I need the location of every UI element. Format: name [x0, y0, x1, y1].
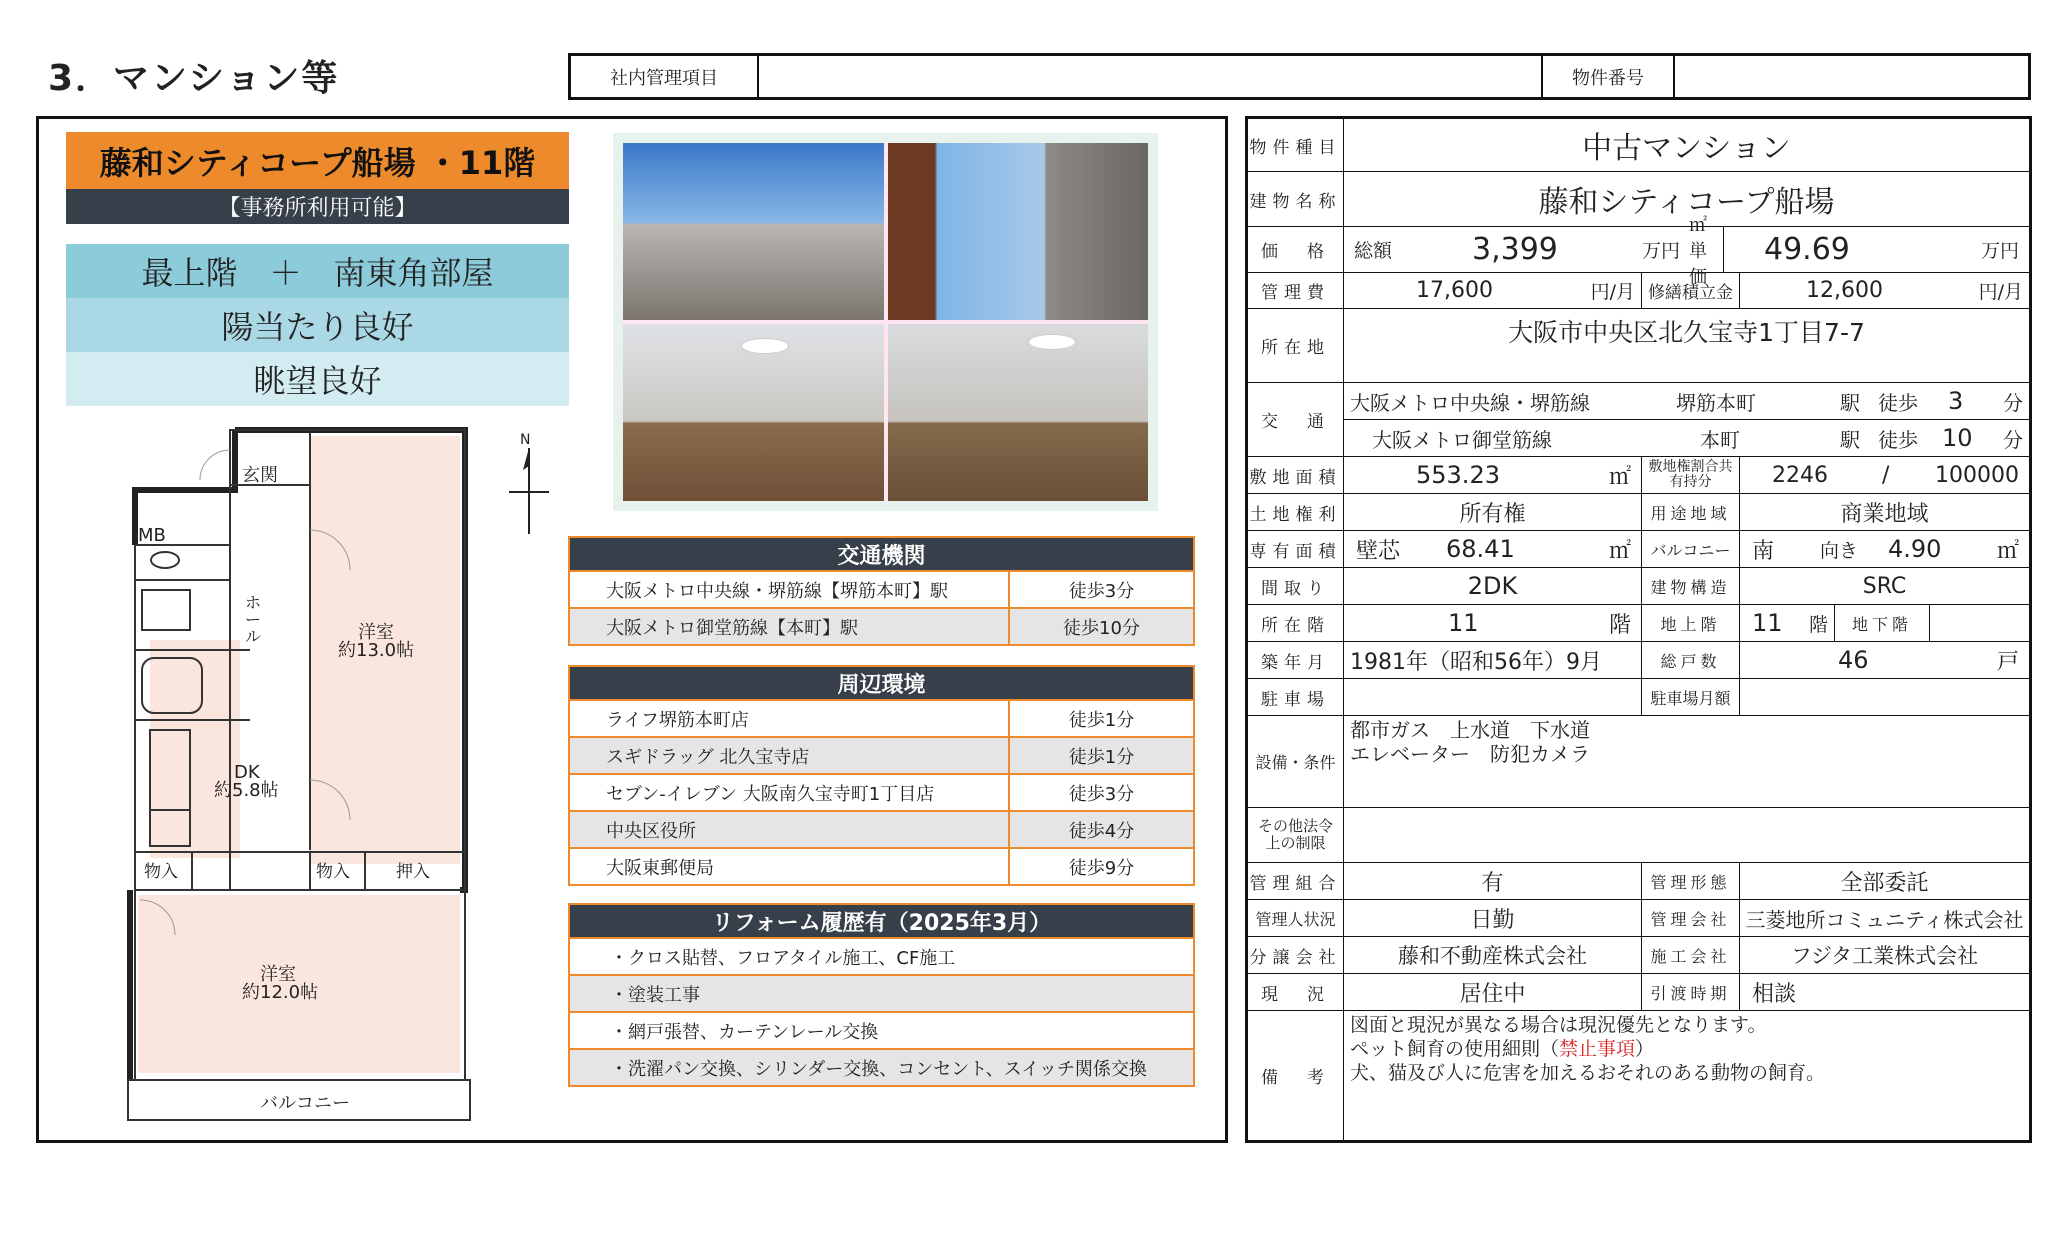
seller-label: 分譲会社 [1248, 937, 1344, 974]
price-total-cell [1344, 214, 1724, 288]
address-value: 大阪市中央区北久宝寺1丁目7-7 [1344, 309, 2029, 383]
walk-2: 10 [1942, 424, 1973, 452]
photo-collage [613, 133, 1158, 511]
property-no-label: 物件番号 [1543, 56, 1675, 97]
walk-1: 3 [1948, 387, 1964, 415]
facilities-cell [1344, 716, 2029, 808]
parking-label: 駐車場 [1248, 679, 1344, 716]
facing-word: 向き [1820, 539, 1859, 562]
listing-title: 藤和シティコープ船場 ・11階 [66, 132, 569, 189]
table-row [568, 849, 1195, 886]
above-cell [1740, 605, 1835, 642]
mgmt-form: 全部委託 [1740, 863, 2029, 900]
units-unit: 戸 [1996, 649, 2019, 675]
min-word: 分 [2003, 390, 2023, 415]
floor-cell [1344, 605, 1642, 642]
price-label: 価 格 [1248, 227, 1344, 273]
wall-label: 壁芯 [1356, 538, 1401, 564]
status: 居住中 [1344, 974, 1642, 1011]
floor: 11 [1448, 609, 1479, 637]
share-num: 2246 [1772, 462, 1828, 488]
address-label: 所在地 [1248, 309, 1344, 383]
manager: 日勤 [1344, 900, 1642, 937]
photo-view-1 [623, 143, 884, 320]
mgmt-company: 三菱地所コミュニティ株式会社 [1740, 900, 2029, 937]
reform-row: ・塗装工事 [568, 976, 1195, 1013]
seller: 藤和不動産株式会社 [1344, 937, 1642, 974]
remarks-label: 備 考 [1248, 1011, 1344, 1140]
remarks-2 [1350, 1037, 1654, 1061]
property-details-table [1245, 116, 2032, 1143]
land-area-cell [1344, 457, 1642, 494]
transport-time: 徒歩3分 [1068, 580, 1135, 602]
share-cell [1740, 457, 2029, 494]
management-header-box [568, 53, 2031, 100]
remarks-3: 犬、猫及び人に危害を加えるおそれのある動物の飼育。 [1350, 1062, 1826, 1084]
transport-name: 大阪メトロ御堂筋線【本町】駅 [570, 609, 1010, 644]
builder-label: 施工会社 [1642, 937, 1740, 974]
reform-row: ・クロス貼替、フロアタイル施工、CF施工 [568, 939, 1195, 976]
line-1: 大阪メトロ中央線・堺筋線 [1350, 390, 1590, 415]
station-1: 堺筋本町 [1676, 390, 1756, 415]
transport-time: 徒歩10分 [1063, 617, 1140, 639]
repair-cell [1740, 273, 2029, 309]
parking-fee-label: 駐車場月額 [1642, 679, 1740, 716]
transport-line-2 [1344, 420, 2029, 457]
photo-room-2 [888, 324, 1149, 501]
structure-label: 建物構造 [1642, 568, 1740, 605]
above: 11 [1752, 609, 1783, 637]
floor-plan [120, 420, 480, 1126]
svg-text:約13.0帖: 約13.0帖 [338, 640, 415, 661]
type-value: 中古マンション [1344, 119, 2029, 172]
table-row [568, 609, 1195, 646]
svg-text:ホ: ホ [245, 593, 262, 612]
above-unit: 階 [1808, 613, 1828, 636]
assoc-label: 管理組合 [1248, 863, 1344, 900]
layout: 2DK [1344, 568, 1642, 605]
mgmt-form-label: 管理形態 [1642, 863, 1740, 900]
structure: SRC [1740, 568, 2029, 605]
svg-text:物入: 物入 [144, 862, 178, 882]
unit-price-unit: 万円 [1980, 240, 2019, 262]
feature-3: 眺望良好 [66, 352, 569, 406]
land-area: 553.23 [1416, 461, 1500, 489]
facilities-label: 設備・条件 [1248, 716, 1344, 808]
place-time: 徒歩3分 [1068, 783, 1135, 805]
floor-area-label: 専有面積 [1248, 531, 1344, 568]
property-no-value [1675, 56, 2028, 97]
zoning: 商業地域 [1740, 494, 2029, 531]
svg-text:バルコニー: バルコニー [260, 1093, 350, 1114]
zoning-label: 用途地域 [1642, 494, 1740, 531]
place-time: 徒歩9分 [1068, 857, 1135, 879]
parking-fee [1740, 679, 2029, 716]
mb-label: MB [138, 525, 166, 546]
handover: 相談 [1740, 974, 2029, 1011]
svg-text:洋室: 洋室 [358, 622, 394, 643]
mgmt-fee: 17,600 [1416, 278, 1493, 303]
sqm-unit: ㎡ [1996, 538, 2019, 564]
svg-text:ル: ル [245, 627, 262, 646]
balcony-area: 4.90 [1888, 535, 1942, 563]
floor-area: 68.41 [1446, 535, 1515, 563]
mgmt-label: 社内管理項目 [571, 56, 759, 97]
builder: フジタ工業株式会社 [1740, 937, 2029, 974]
unit-price-cell [1724, 227, 2029, 273]
repair-fee: 12,600 [1806, 278, 1883, 303]
station-2: 本町 [1700, 427, 1740, 452]
svg-text:約5.8帖: 約5.8帖 [214, 780, 279, 801]
station-word: 駅 [1840, 390, 1860, 415]
place-name: 中央区役所 [570, 812, 1010, 847]
transport-label: 交 通 [1248, 383, 1344, 457]
listing-subtitle: 【事務所利用可能】 [66, 189, 569, 224]
transport-line-1 [1344, 383, 2029, 420]
units-label: 総戸数 [1642, 642, 1740, 679]
repair-unit: 円/月 [1978, 281, 2023, 303]
share-label: 敷地権割合共有持分 [1642, 457, 1740, 494]
walk-word: 徒歩 [1878, 427, 1918, 452]
built: 1981年（昭和56年）9月 [1344, 642, 1642, 679]
restrictions-label: その他法令上の制限 [1248, 808, 1344, 863]
land-right: 所有権 [1344, 494, 1642, 531]
place-name: スギドラッグ 北久宝寺店 [570, 738, 1010, 773]
remarks-warning: 禁止事項 [1559, 1038, 1636, 1060]
remarks-2-suffix: ） [1635, 1038, 1655, 1060]
table-row [568, 738, 1195, 775]
name-label: 建物名称 [1248, 172, 1344, 227]
below-label: 地下階 [1835, 605, 1930, 642]
units-cell [1740, 642, 2029, 679]
price-total: 3,399 [1472, 232, 1558, 267]
unit-price: 49.69 [1764, 232, 1850, 267]
status-label: 現 況 [1248, 974, 1344, 1011]
restrictions [1344, 808, 2029, 863]
station-word: 駅 [1840, 427, 1860, 452]
sqm-unit: ㎡ [1608, 538, 1631, 564]
below [1930, 605, 2029, 642]
svg-text:洋室: 洋室 [260, 964, 296, 985]
place-name: セブン-イレブン 大阪南久宝寺町1丁目店 [570, 775, 1010, 810]
min-word: 分 [2003, 427, 2023, 452]
mgmt-company-label: 管理会社 [1642, 900, 1740, 937]
place-name: ライフ堺筋本町店 [570, 701, 1010, 736]
balcony-cell [1740, 531, 2029, 568]
price-unit: 万円 [1642, 240, 1681, 262]
place-name: 大阪東郵便局 [570, 849, 1010, 884]
svg-text:押入: 押入 [396, 862, 430, 882]
photo-view-2 [888, 143, 1149, 320]
place-time: 徒歩1分 [1068, 746, 1135, 768]
north-arrow-icon [506, 430, 552, 536]
balcony-label: バルコニー [1642, 531, 1740, 568]
line-2: 大阪メトロ御堂筋線 [1372, 427, 1552, 452]
svg-text:ー: ー [245, 610, 262, 629]
manager-label: 管理人状況 [1248, 900, 1344, 937]
walk-word: 徒歩 [1878, 390, 1918, 415]
reform-row: ・網戸張替、カーテンレール交換 [568, 1013, 1195, 1050]
land-right-label: 土地権利 [1248, 494, 1344, 531]
reform-table-title: リフォーム履歴有（2025年3月） [568, 903, 1195, 939]
section-title: 3．マンション等 [48, 58, 340, 99]
share-slash: / [1882, 462, 1890, 488]
layout-label: 間取り [1248, 568, 1344, 605]
mgmt-fee-label: 管理費 [1248, 273, 1344, 309]
share-den: 100000 [1935, 462, 2019, 488]
floor-unit: 階 [1608, 612, 1631, 638]
above-label: 地上階 [1642, 605, 1740, 642]
transport-name: 大阪メトロ中央線・堺筋線【堺筋本町】駅 [570, 572, 1010, 607]
repair-label: 修繕積立金 [1642, 273, 1740, 309]
table-row [568, 701, 1195, 738]
surroundings-table-title: 周辺環境 [568, 665, 1195, 701]
photo-room-1 [623, 324, 884, 501]
svg-text:N: N [520, 432, 531, 448]
svg-text:DK: DK [234, 762, 260, 783]
units: 46 [1838, 646, 1869, 674]
svg-text:約12.0帖: 約12.0帖 [242, 982, 319, 1003]
table-row [568, 812, 1195, 849]
parking [1344, 679, 1642, 716]
feature-2: 陽当たり良好 [66, 298, 569, 352]
facilities-2: エレベーター 防犯カメラ [1350, 742, 1590, 766]
transport-table-title: 交通機関 [568, 536, 1195, 572]
built-label: 築年月 [1248, 642, 1344, 679]
place-time: 徒歩1分 [1068, 709, 1135, 731]
land-area-label: 敷地面積 [1248, 457, 1344, 494]
table-row [568, 775, 1195, 812]
mgmt-value [759, 56, 1543, 97]
remarks-cell [1344, 1011, 2029, 1140]
assoc: 有 [1344, 863, 1642, 900]
price-total-label: 総額 [1354, 240, 1393, 262]
facilities-1: 都市ガス 上水道 下水道 [1350, 718, 1590, 742]
feature-1: 最上階 ＋ 南東角部屋 [66, 244, 569, 298]
unit-price-label: ㎡ 単 価 [1689, 214, 1707, 288]
remarks-2-prefix: ペット飼育の使用細則（ [1350, 1038, 1560, 1060]
handover-label: 引渡時期 [1642, 974, 1740, 1011]
type-label: 物件種目 [1248, 119, 1344, 172]
svg-text:物入: 物入 [316, 862, 350, 882]
place-time: 徒歩4分 [1068, 820, 1135, 842]
mgmt-fee-cell [1344, 273, 1642, 309]
balcony-dir: 南 [1752, 538, 1775, 564]
table-row [568, 572, 1195, 609]
mgmt-fee-unit: 円/月 [1590, 281, 1635, 303]
svg-text:玄関: 玄関 [242, 465, 278, 486]
sqm-unit: ㎡ [1608, 464, 1631, 490]
remarks-1: 図面と現況が異なる場合は現況優先となります。 [1350, 1014, 1767, 1036]
reform-row: ・洗濯パン交換、シリンダー交換、コンセント、スイッチ関係交換 [568, 1050, 1195, 1087]
floor-area-cell [1344, 531, 1642, 568]
name-value: 藤和シティコープ船場 [1344, 172, 2029, 227]
floor-label: 所在階 [1248, 605, 1344, 642]
